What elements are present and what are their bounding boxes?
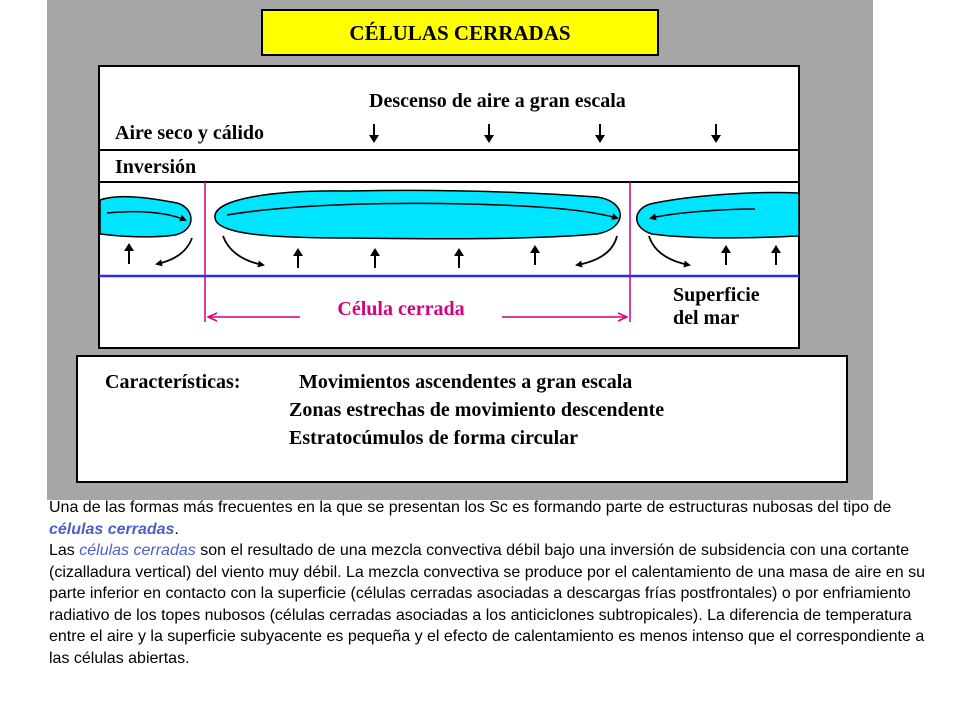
feature-item: Zonas estrechas de movimiento descendente xyxy=(289,399,665,421)
caption-paragraph xyxy=(49,540,929,669)
caption-text-span: . xyxy=(174,520,179,538)
features-heading: Características: xyxy=(105,371,241,393)
diagram-title: CÉLULAS CERRADAS xyxy=(349,21,571,45)
feature-item: Estratocúmulos de forma circular xyxy=(289,427,579,449)
cell-label: Célula cerrada xyxy=(337,298,465,320)
caption-text-span: Una de las formas más frecuentes en la que se presentan los Sc es formando parte de estructuras nubosas del tipo de xyxy=(49,499,892,516)
surface-label-line1: Superficie xyxy=(673,284,760,306)
inversion-label: Inversión xyxy=(115,156,197,178)
surface-label-line2: del mar xyxy=(673,307,740,329)
dry-air-label: Aire seco y cálido xyxy=(115,122,265,144)
caption-text-span: son el resultado de una mezcla convectiva débil bajo una inversión de subsidencia con una cortante (cizalladura vertical) del viento muy débil. La mezcla convectiva se produce por el calentamiento de una masa de aire en su parte inferior en contacto con la superficie (células cerradas asociadas a descargas frías postfrontales) o por enfriamiento radiativo de los topes nubosos (células cerradas asociadas a los anticiclones subtropicales). La diferencia de temperatura entre el aire y la superficie subyacente es pequeña y el efecto de calentamiento es menos intenso que el correspondiente a las células abiertas. xyxy=(49,542,926,667)
caption-paragraph xyxy=(49,497,929,540)
cloud-center xyxy=(215,190,620,238)
caption-text xyxy=(49,497,929,669)
diagram-figure xyxy=(47,0,873,500)
descent-label: Descenso de aire a gran escala xyxy=(369,90,626,112)
closed-cells-diagram xyxy=(47,0,873,500)
caption-highlight: células cerradas xyxy=(49,520,175,538)
caption-text-span: Las xyxy=(49,542,80,559)
feature-item: Movimientos ascendentes a gran escala xyxy=(299,371,633,393)
caption-highlight: células cerradas xyxy=(79,542,196,559)
